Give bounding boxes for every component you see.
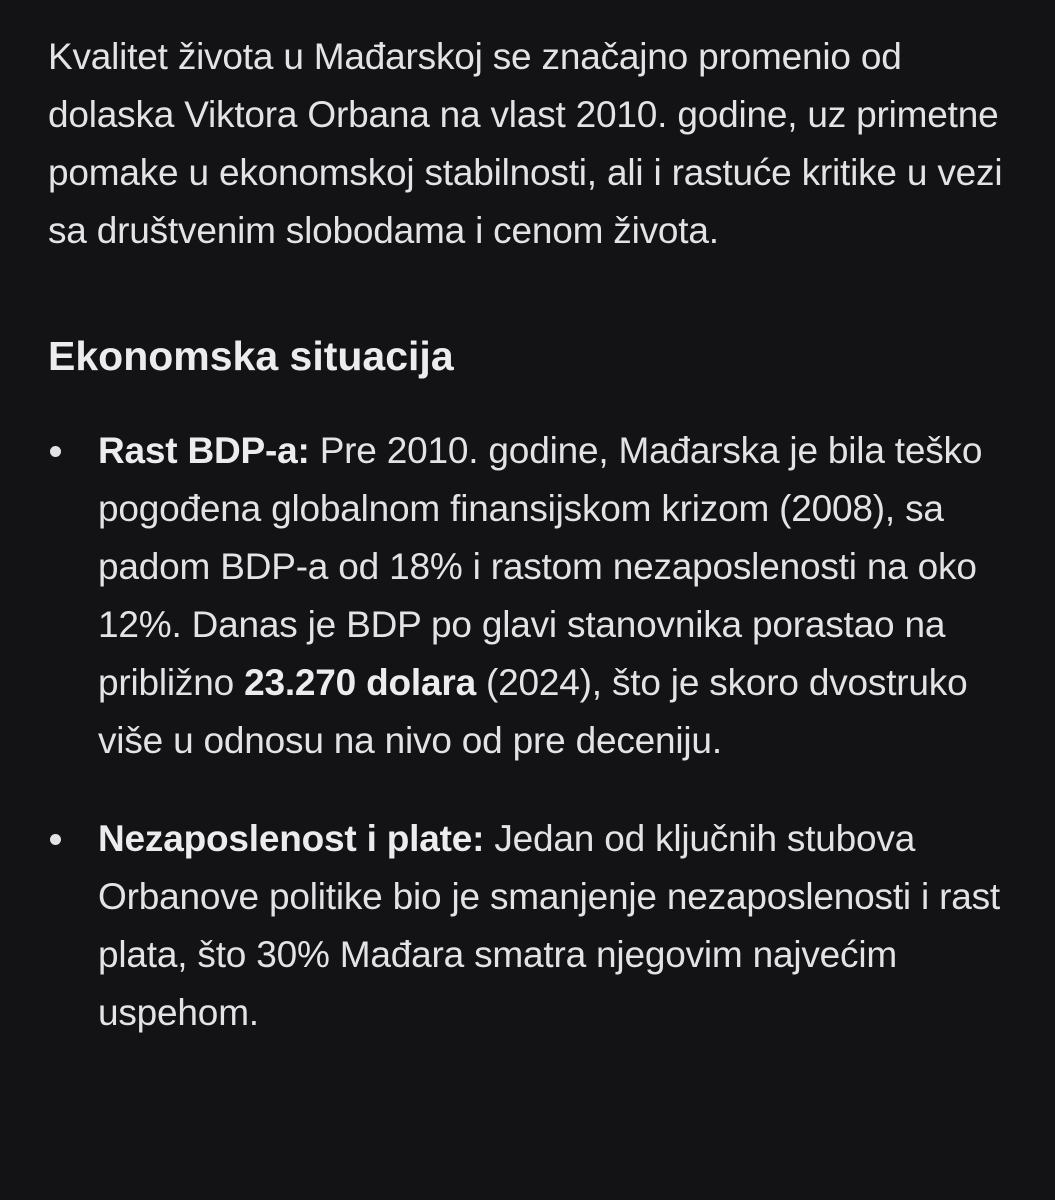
section-heading: Ekonomska situacija	[48, 333, 454, 379]
response-content	[48, 28, 1008, 1082]
item-text-after: (2024), što je skoro dvostruko više u odnosu na nivo od pre deceniju.	[98, 662, 968, 761]
item-text: Pre 2010. godine, Mađarska je bila teško pogođena globalnom finansijskom krizom (2008), sa padom BDP-a od 18% i rastom nezaposlenosti na oko 12%. Danas je BDP po glavi stanovnika porastao na približno	[98, 430, 983, 703]
list-item	[48, 810, 1008, 1042]
bullet-dot-icon	[50, 834, 61, 845]
bullet-dot-icon	[50, 446, 61, 457]
item-text: Jedan od ključnih stubova Orbanove politike bio je smanjenje nezaposlenosti i rast plata, što 30% Mađara smatra njegovim najvećim uspehom.	[98, 818, 1000, 1033]
list-item	[48, 422, 1008, 770]
item-label: Nezaposlenost i plate:	[98, 818, 485, 859]
item-highlight: 23.270 dolara	[244, 662, 476, 703]
bullet-list	[48, 422, 1008, 1042]
intro-paragraph: Kvalitet života u Mađarskoj se značajno promenio od dolaska Viktora Orbana na vlast 2010. godine, uz primetne pomake u ekonomskoj stabilnosti, ali i rastuće kritike u vezi sa društvenim slobodama i cenom života.	[48, 36, 1003, 251]
item-label: Rast BDP-a:	[98, 430, 310, 471]
